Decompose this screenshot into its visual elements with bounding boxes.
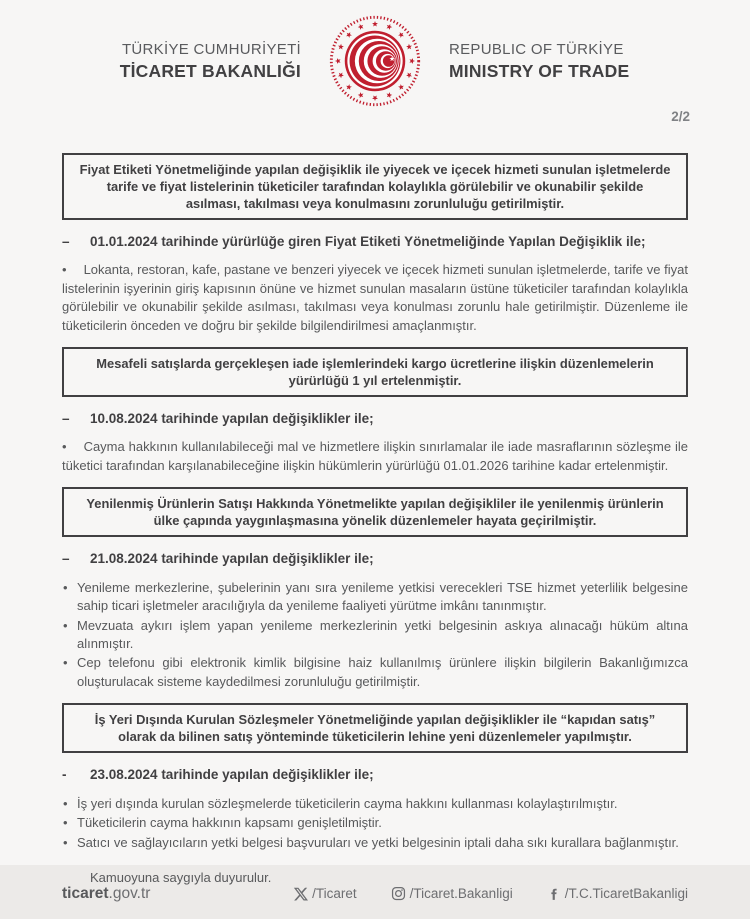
header [0, 0, 750, 109]
facebook-handle-text: /T.C.TicaretBakanligi [564, 886, 688, 902]
bullet-list [62, 795, 688, 852]
list-item-text: Mevzuata aykırı işlem yapan yenileme merkezlerinin yetki belgesinin askıya alınacağı hüküm altına alınmıştır. [77, 617, 688, 651]
list-item [62, 617, 688, 654]
date-heading-text: 23.08.2024 tarihinde yapılan değişiklikler ile; [90, 767, 374, 783]
closing-line: Kamuoyuna saygıyla duyurulur. [90, 869, 272, 885]
list-item [62, 795, 688, 813]
list-item-text: Satıcı ve sağlayıcıların yetki belgesi başvuruları ve yetki belgesinin iptali daha sıkı kurallara bağlanmıştır. [77, 834, 679, 850]
social-links [294, 886, 688, 901]
list-item-text: Cep telefonu gibi elektronik kimlik bilgisine haiz kullanılmış ürünlere ilişkin bilgilerin Bakanlığımızca oluşturulacak sisteme kaydedilmesi zorunluluğu getirilmiştir. [77, 655, 688, 689]
list-item [62, 654, 688, 691]
website-bold: ticaret [62, 884, 109, 902]
website-link[interactable] [62, 885, 150, 903]
footer [0, 885, 750, 919]
facebook-icon [547, 887, 561, 901]
notice-box: İş Yeri Dışında Kurulan Sözleşmeler Yönetmeliğinde yapılan değişiklikler ile “kapıdan satış” olarak da bilinen satış yönteminde tüketicilerin lehine yeni düzenlemeler yapılmıştır. [62, 703, 688, 753]
bullet-marker: • [63, 834, 68, 850]
list-item-text: Yenileme merkezlerine, şubelerinin yanı sıra yenileme yetkisi verecekleri TSE hizmet yeterlilik belgesine sahip ticari işletmeler aracılığıyla da yenileme faaliyeti yürütme imkânı tanınmıştır. [77, 579, 688, 614]
org-name-en-line1: REPUBLIC OF TÜRKİYE [449, 41, 624, 59]
date-heading-text: 01.01.2024 tarihinde yürürlüğe giren Fiyat Etiketi Yönetmeliğinde Yapılan Değişiklik ile; [90, 234, 646, 250]
bullet-marker: • [63, 655, 68, 671]
paragraph-text: Cayma hakkının kullanılabileceği mal ve hizmetlere ilişkin sınırlamalar ile iade masraflarının sözleşme ile tüketici tarafından karşılanabileceğine ilişkin hükümlerin yürürlüğü 01.01.2026 tarihine kadar ertelenmiştir. [62, 439, 688, 473]
bullet-marker: • [63, 579, 68, 595]
bullet-marker: • [62, 262, 67, 278]
notice-box: Mesafeli satışlarda gerçekleşen iade işlemlerindeki kargo ücretlerine ilişkin düzenlemelerin yürürlüğü 1 yıl ertelenmiştir. [62, 347, 688, 397]
x-handle-link[interactable] [294, 886, 357, 901]
org-name-tr-line1: TÜRKİYE CUMHURİYETİ [121, 41, 301, 59]
body-paragraph [62, 261, 688, 335]
org-name-tr-line2: TİCARET BAKANLIĞI [119, 60, 301, 81]
date-heading [62, 766, 688, 784]
website-rest: .gov.tr [108, 884, 151, 902]
notice-box: Fiyat Etiketi Yönetmeliğinde yapılan değişiklik ile yiyecek ve içecek hizmeti sunulan işletmelerde tarife ve fiyat listelerinin tüketiciler tarafından kolaylıkla görülebilir ve okunabilir şekilde asılması, takılması veya konulmasını zorunluluğu getirilmiştir. [62, 153, 688, 220]
bullet-list [62, 579, 688, 692]
org-name-turkish [40, 41, 327, 80]
x-handle-text: /Ticaret [312, 886, 357, 902]
org-name-english [423, 41, 710, 80]
bullet-marker: • [63, 617, 68, 633]
date-heading [62, 550, 688, 568]
page-indicator: 2/2 [671, 109, 690, 124]
notice-box: Yenilenmiş Ürünlerin Satışı Hakkında Yönetmelikte yapılan değişikliler ile yenilenmiş ürünlerin ülke çapında yaygınlaşmasına yönelik düzenlemeler hayata geçirilmiştir. [62, 487, 688, 537]
dash-marker: - [62, 767, 67, 783]
date-heading [62, 410, 688, 428]
list-item-text: Tüketicilerin cayma hakkının kapsamı genişletilmiştir. [77, 815, 382, 831]
x-icon [294, 887, 308, 901]
bullet-marker: • [62, 439, 67, 455]
list-item [62, 814, 688, 832]
ministry-of-trade-emblem-icon [327, 13, 423, 109]
bullet-marker: • [63, 795, 68, 811]
body-paragraph [62, 438, 688, 475]
instagram-handle-link[interactable] [391, 886, 513, 901]
facebook-handle-link[interactable] [547, 886, 688, 901]
dash-marker: – [62, 234, 70, 250]
bullet-marker: • [63, 815, 68, 831]
instagram-handle-text: /Ticaret.Bakanligi [409, 886, 513, 902]
dash-marker: – [62, 551, 70, 567]
dash-marker: – [62, 411, 70, 427]
list-item [62, 579, 688, 616]
date-heading [62, 233, 688, 251]
list-item-text: İş yeri dışında kurulan sözleşmelerde tüketicilerin cayma hakkını kullanması kolaylaştırılmıştır. [77, 795, 618, 811]
date-heading-text: 21.08.2024 tarihinde yapılan değişiklikler ile; [90, 551, 374, 567]
paragraph-text: Lokanta, restoran, kafe, pastane ve benzeri yiyecek ve içecek hizmeti sunulan işletmelerde, tarife ve fiyat listelerinin işyerinin giriş kapısının önüne ve hizmet sunulan masaların üstüne tüketiciler tarafından kolaylıkla görülebilir ve okunabilir şekilde asılması, takılması veya konulması zorunlu hale getirilmiştir. Düzenleme ile tüketicilerin önceden ve doğru bir şekilde bilgilendirilmesi amaçlanmıştır. [62, 262, 688, 333]
list-item [62, 834, 688, 852]
date-heading-text: 10.08.2024 tarihinde yapılan değişiklikler ile; [90, 411, 374, 427]
document-body [0, 126, 750, 885]
instagram-icon [391, 886, 406, 901]
org-name-en-line2: MINISTRY OF TRADE [449, 60, 630, 81]
